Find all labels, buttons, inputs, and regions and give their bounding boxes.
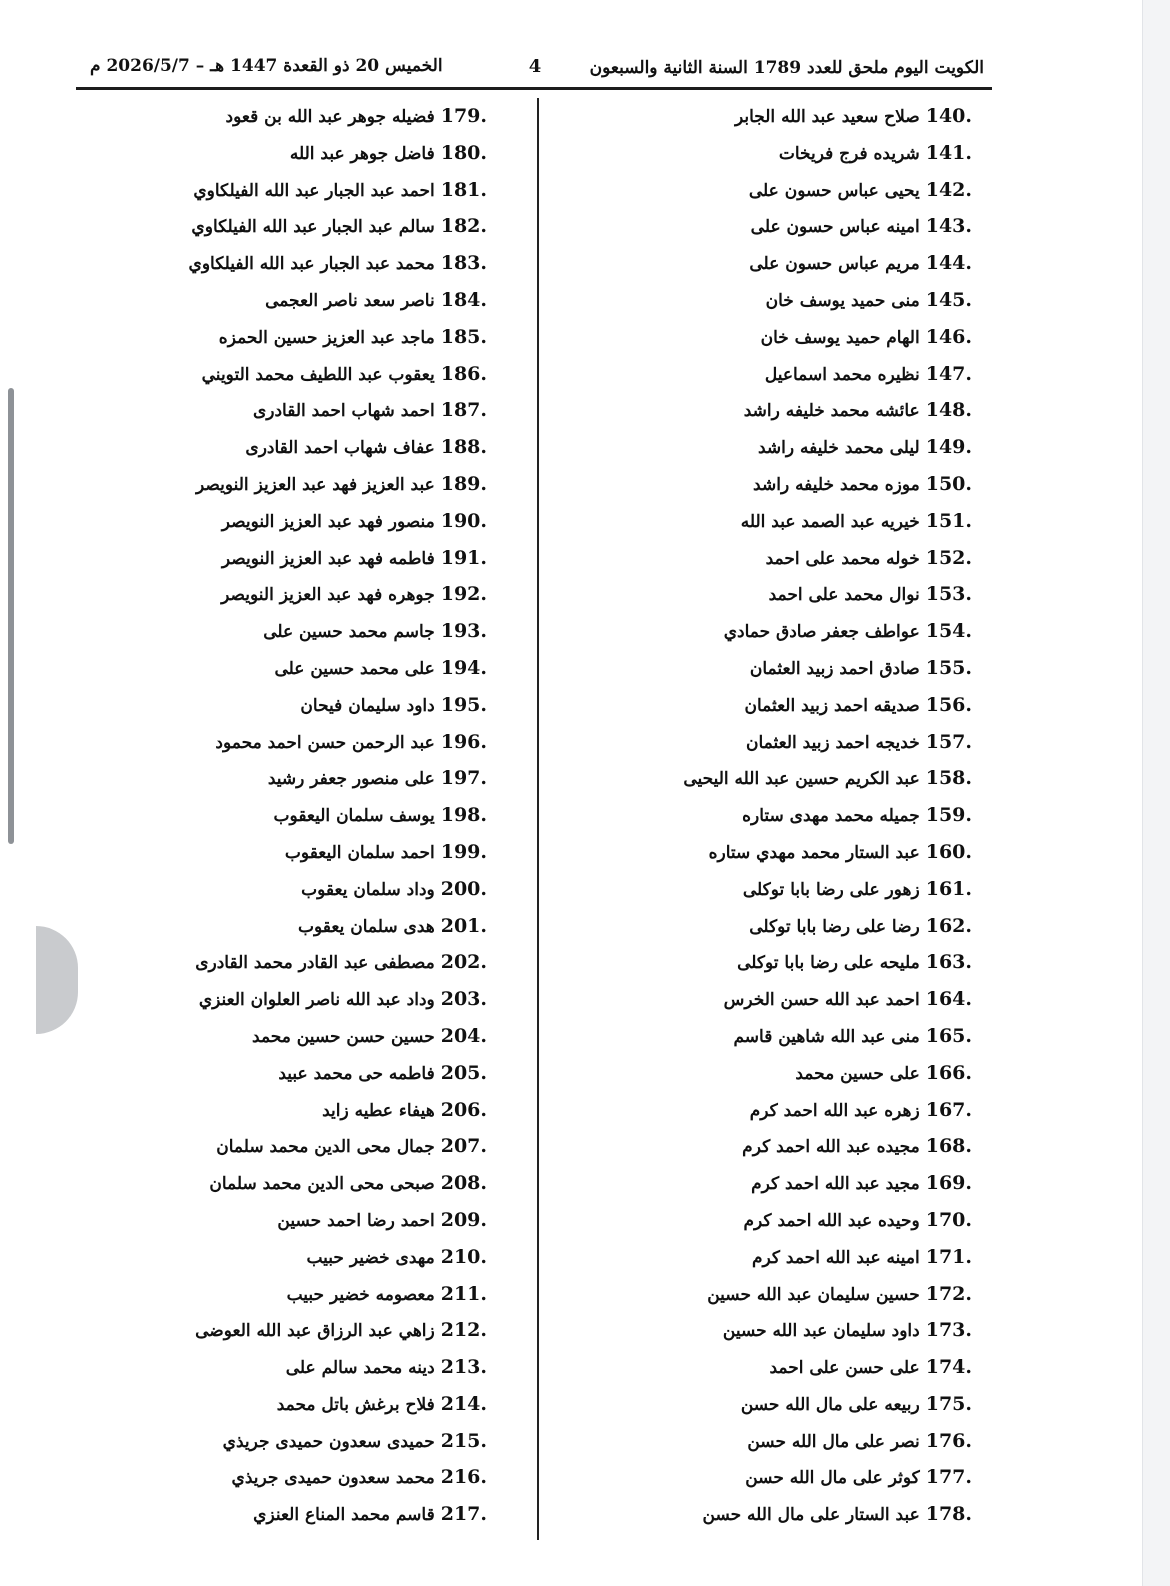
- list-item: [87, 1496, 487, 1533]
- entry-name: شريده فرج فريخات: [778, 143, 920, 164]
- list-item: [582, 1128, 972, 1165]
- list-item: [582, 172, 972, 209]
- entry-name: احمد سلمان اليعقوب: [284, 842, 435, 863]
- entry-name: نظيره محمد اسماعيل: [764, 364, 920, 385]
- entry-number: 214.: [440, 1392, 487, 1415]
- entry-number: 188.: [440, 436, 487, 459]
- entry-name: على محمد حسين على: [274, 658, 435, 679]
- entry-number: 162.: [925, 914, 972, 937]
- entry-name: كوثر على مال الله حسن: [745, 1468, 920, 1489]
- entry-name: عبد العزيز فهد عبد العزيز النويصر: [195, 474, 435, 495]
- entry-name: عبد الرحمن حسن احمد محمود: [215, 732, 435, 753]
- entry-number: 192.: [440, 583, 487, 606]
- entry-number: 157.: [925, 730, 972, 753]
- entry-number: 174.: [925, 1356, 972, 1379]
- entry-name: فضيله جوهر عبد الله بن قعود: [225, 107, 435, 127]
- entry-number: 169.: [925, 1172, 972, 1195]
- entry-name: فاضل جوهر عبد الله: [289, 143, 435, 164]
- list-item: [87, 981, 487, 1018]
- entry-name: عواطف جعفر صادق حمادي: [723, 622, 920, 643]
- entry-name: فاطمه حى محمد عبيد: [278, 1063, 435, 1084]
- entry-name: قاسم محمد المناع العنزي: [253, 1505, 435, 1526]
- entry-name: صادق احمد زبيد العثمان: [749, 658, 920, 679]
- entry-number: 159.: [925, 804, 972, 827]
- list-item: [87, 503, 487, 540]
- entry-number: 150.: [925, 472, 972, 495]
- entry-name: داود سليمان فيحان: [300, 695, 435, 716]
- entry-number: 155.: [925, 656, 972, 679]
- entry-number: 164.: [925, 988, 972, 1011]
- entry-number: 201.: [440, 914, 487, 937]
- list-item: [582, 208, 972, 245]
- entry-name: احمد شهاب احمد القادرى: [252, 401, 435, 422]
- entry-name: ليلى محمد خليفه راشد: [757, 438, 920, 459]
- list-item: [582, 797, 972, 834]
- column-divider: [537, 98, 539, 1540]
- entry-number: 191.: [440, 546, 487, 569]
- names-list-left: [87, 98, 487, 1533]
- list-item: [87, 576, 487, 613]
- entry-name: يحيى عباس حسون على: [748, 180, 920, 201]
- entry-name: موزه محمد خليفه راشد: [753, 474, 920, 495]
- entry-number: 207.: [440, 1135, 487, 1158]
- list-item: [582, 282, 972, 319]
- entry-number: 202.: [440, 951, 487, 974]
- entry-name: فلاح برغش باتل محمد: [276, 1394, 435, 1415]
- list-item: [87, 760, 487, 797]
- entry-name: محمد سعدون حميدى جريذي: [231, 1468, 435, 1489]
- entry-name: عبد الستار محمد مهدي ستاره: [708, 842, 920, 863]
- entry-name: عبد الستار على مال الله حسن: [702, 1505, 920, 1526]
- entry-number: 141.: [925, 141, 972, 164]
- entry-name: الهام حميد يوسف خان: [760, 327, 920, 348]
- entry-number: 211.: [440, 1282, 487, 1305]
- entry-name: نصر على مال الله حسن: [747, 1431, 920, 1452]
- list-item: [87, 135, 487, 172]
- entry-number: 198.: [440, 804, 487, 827]
- entry-name: وداد سلمان يعقوب: [301, 879, 435, 900]
- header-rule: [76, 87, 992, 90]
- entry-name: حميدى سعدون حميدى جريذي: [222, 1431, 435, 1452]
- list-item: [582, 1386, 972, 1423]
- entry-number: 203.: [440, 988, 487, 1011]
- list-item: [582, 1202, 972, 1239]
- list-item: [87, 1092, 487, 1129]
- list-item: [87, 466, 487, 503]
- entry-number: 212.: [440, 1319, 487, 1342]
- entry-name: هيفاء عطيه زايد: [322, 1100, 435, 1121]
- entry-name: منى عبد الله شاهين قاسم: [733, 1026, 920, 1047]
- list-item: [582, 392, 972, 429]
- list-item: [87, 392, 487, 429]
- entry-name: ناصر سعد ناصر العجمى: [265, 290, 435, 311]
- list-item: [87, 98, 487, 135]
- entry-name: احمد عبد الله حسن الخرس: [723, 990, 920, 1011]
- page-header: [76, 50, 992, 90]
- list-item: [582, 871, 972, 908]
- entry-number: 190.: [440, 509, 487, 532]
- list-item: [87, 944, 487, 981]
- entry-name: على حسين محمد: [795, 1063, 920, 1084]
- entry-name: امينه عباس حسون على: [750, 217, 920, 238]
- entry-name: ماجد عبد العزيز حسين الحمزه: [218, 327, 435, 348]
- publication-title: الكويت اليوم ملحق للعدد 1789 السنة الثانية والسبعون: [589, 58, 984, 78]
- list-item: [582, 944, 972, 981]
- list-item: [582, 540, 972, 577]
- entry-number: 175.: [925, 1392, 972, 1415]
- list-item: [582, 356, 972, 393]
- entry-name: صديقه احمد زبيد العثمان: [744, 695, 920, 716]
- list-item: [582, 724, 972, 761]
- entry-number: 173.: [925, 1319, 972, 1342]
- entry-name: احمد عبد الجبار عبد الله الفيلكاوي: [193, 180, 435, 201]
- entry-name: حسين حسن حسين محمد: [252, 1026, 435, 1047]
- entry-number: 170.: [925, 1208, 972, 1231]
- list-item: [87, 1055, 487, 1092]
- entry-name: صلاح سعيد عبد الله الجابر: [734, 107, 920, 127]
- list-item: [87, 172, 487, 209]
- entry-number: 161.: [925, 877, 972, 900]
- entry-number: 154.: [925, 620, 972, 643]
- entry-number: 205.: [440, 1061, 487, 1084]
- list-item: [582, 1349, 972, 1386]
- entry-name: جوهره فهد عبد العزيز النويصر: [221, 585, 435, 606]
- entry-number: 160.: [925, 840, 972, 863]
- entry-number: 166.: [925, 1061, 972, 1084]
- entry-name: مليحه على رضا بابا توكلى: [737, 953, 920, 974]
- names-list-right: [582, 98, 972, 1533]
- entry-number: 187.: [440, 399, 487, 422]
- entry-name: زهره عبد الله احمد كرم: [749, 1100, 920, 1121]
- entry-number: 185.: [440, 325, 487, 348]
- entry-name: جمال محى الدين محمد سلمان: [216, 1137, 435, 1158]
- list-item: [87, 1459, 487, 1496]
- entry-name: مهدى خضير حبيب: [306, 1247, 435, 1268]
- entry-name: جاسم محمد حسين على: [263, 622, 435, 643]
- list-item: [582, 1312, 972, 1349]
- entry-number: 180.: [440, 141, 487, 164]
- viewer-margin: [1142, 0, 1170, 1586]
- list-item: [87, 650, 487, 687]
- entry-name: امينه عبد الله احمد كرم: [752, 1247, 920, 1268]
- list-item: [87, 1276, 487, 1313]
- entry-number: 156.: [925, 693, 972, 716]
- list-item: [87, 429, 487, 466]
- list-item: [582, 908, 972, 945]
- entry-number: 213.: [440, 1356, 487, 1379]
- entry-name: عبد الكريم حسين عبد الله اليحيى: [683, 769, 920, 790]
- list-item: [582, 981, 972, 1018]
- list-item: [87, 1165, 487, 1202]
- entry-number: 146.: [925, 325, 972, 348]
- list-item: [582, 650, 972, 687]
- entry-name: محمد عبد الجبار عبد الله الفيلكاوي: [188, 254, 435, 275]
- list-item: [87, 908, 487, 945]
- page-number: 4: [528, 56, 542, 77]
- entry-number: 143.: [925, 215, 972, 238]
- list-item: [582, 1496, 972, 1533]
- entry-name: رضا على رضا بابا توكلى: [749, 916, 920, 937]
- entry-name: يوسف سلمان اليعقوب: [273, 806, 435, 827]
- list-item: [87, 687, 487, 724]
- list-item: [87, 282, 487, 319]
- list-item: [582, 1092, 972, 1129]
- list-item: [87, 871, 487, 908]
- list-item: [87, 797, 487, 834]
- entry-name: خيريه عبد الصمد عبد الله: [740, 511, 920, 532]
- entry-number: 171.: [925, 1245, 972, 1268]
- entry-name: زاهي عبد الرزاق عبد الله العوضى: [195, 1321, 435, 1342]
- list-item: [87, 208, 487, 245]
- list-item: [582, 466, 972, 503]
- entry-number: 168.: [925, 1135, 972, 1158]
- entry-number: 148.: [925, 399, 972, 422]
- entry-number: 151.: [925, 509, 972, 532]
- entry-name: مجيده عبد الله احمد كرم: [742, 1137, 920, 1158]
- list-item: [582, 245, 972, 282]
- entry-number: 194.: [440, 656, 487, 679]
- list-item: [582, 1055, 972, 1092]
- entry-name: نوال محمد على احمد: [768, 585, 920, 606]
- entry-number: 145.: [925, 288, 972, 311]
- list-item: [87, 834, 487, 871]
- entry-name: جميله محمد مهدى ستاره: [742, 806, 920, 827]
- entry-number: 163.: [925, 951, 972, 974]
- entry-number: 200.: [440, 877, 487, 900]
- entry-name: خديجه احمد زبيد العثمان: [746, 732, 920, 753]
- entry-name: وداد عبد الله ناصر العلوان العنزي: [198, 990, 435, 1011]
- entry-number: 178.: [925, 1503, 972, 1526]
- entry-name: مجيد عبد الله احمد كرم: [751, 1174, 920, 1195]
- entry-number: 186.: [440, 362, 487, 385]
- list-item: [87, 724, 487, 761]
- entry-name: معصومه خضير حبيب: [286, 1284, 435, 1305]
- entry-name: عائشه محمد خليفه راشد: [743, 401, 920, 422]
- page-curl-shadow: [36, 926, 78, 1034]
- entry-number: 181.: [440, 178, 487, 201]
- list-item: [582, 98, 972, 135]
- list-item: [582, 503, 972, 540]
- entry-name: احمد رضا احمد حسين: [277, 1210, 435, 1231]
- list-item: [582, 613, 972, 650]
- entry-number: 165.: [925, 1024, 972, 1047]
- entry-number: 184.: [440, 288, 487, 311]
- entry-number: 199.: [440, 840, 487, 863]
- entry-name: على حسن على احمد: [769, 1358, 920, 1379]
- list-item: [87, 1018, 487, 1055]
- entry-number: 206.: [440, 1098, 487, 1121]
- scrollbar-thumb[interactable]: [8, 388, 14, 844]
- list-item: [87, 1202, 487, 1239]
- list-item: [582, 429, 972, 466]
- entry-number: 142.: [925, 178, 972, 201]
- list-item: [87, 245, 487, 282]
- entry-number: 172.: [925, 1282, 972, 1305]
- entry-name: وحيده عبد الله احمد كرم: [743, 1210, 920, 1231]
- entry-number: 217.: [440, 1503, 487, 1526]
- entry-number: 182.: [440, 215, 487, 238]
- entry-name: مريم عباس حسون على: [749, 254, 920, 275]
- entry-name: عفاف شهاب احمد القادرى: [245, 438, 435, 459]
- entry-number: 179.: [440, 105, 487, 127]
- list-item: [582, 1459, 972, 1496]
- entry-number: 204.: [440, 1024, 487, 1047]
- entry-number: 147.: [925, 362, 972, 385]
- list-item: [582, 1423, 972, 1460]
- list-item: [582, 319, 972, 356]
- entry-number: 215.: [440, 1429, 487, 1452]
- entry-name: خوله محمد على احمد: [765, 548, 920, 569]
- entry-name: داود سليمان عبد الله حسين: [722, 1321, 920, 1342]
- list-item: [582, 1165, 972, 1202]
- list-item: [582, 760, 972, 797]
- entry-number: 176.: [925, 1429, 972, 1452]
- issue-date: الخميس 20 ذو القعدة 1447 هـ – 2026/5/7 م: [90, 56, 443, 76]
- list-item: [87, 1239, 487, 1276]
- list-item: [582, 135, 972, 172]
- entry-number: 189.: [440, 472, 487, 495]
- entry-name: يعقوب عبد اللطيف محمد التويني: [201, 364, 435, 385]
- list-item: [87, 356, 487, 393]
- list-item: [87, 1128, 487, 1165]
- list-item: [87, 319, 487, 356]
- entry-number: 140.: [925, 105, 972, 127]
- list-item: [87, 1423, 487, 1460]
- entry-number: 149.: [925, 436, 972, 459]
- entry-name: فاطمه فهد عبد العزيز النويصر: [221, 548, 435, 569]
- entry-name: هدى سلمان يعقوب: [298, 916, 435, 937]
- entry-number: 193.: [440, 620, 487, 643]
- entry-number: 183.: [440, 252, 487, 275]
- entry-name: صبحى محى الدين محمد سلمان: [209, 1174, 435, 1195]
- entry-name: ربيعه على مال الله حسن: [740, 1394, 920, 1415]
- entry-number: 167.: [925, 1098, 972, 1121]
- list-item: [87, 1312, 487, 1349]
- entry-number: 177.: [925, 1466, 972, 1489]
- entry-number: 216.: [440, 1466, 487, 1489]
- list-item: [87, 1386, 487, 1423]
- entry-name: زهور على رضا بابا توكلى: [742, 879, 920, 900]
- list-item: [582, 1018, 972, 1055]
- entry-number: 196.: [440, 730, 487, 753]
- entry-name: حسين سليمان عبد الله حسين: [707, 1284, 920, 1305]
- entry-number: 144.: [925, 252, 972, 275]
- entry-name: منصور فهد عبد العزيز النويصر: [221, 511, 435, 532]
- list-item: [582, 834, 972, 871]
- entry-name: منى حميد يوسف خان: [765, 290, 920, 311]
- list-item: [582, 576, 972, 613]
- list-item: [87, 613, 487, 650]
- entry-name: مصطفى عبد القادر محمد القادرى: [195, 953, 435, 974]
- list-item: [87, 540, 487, 577]
- entry-number: 210.: [440, 1245, 487, 1268]
- list-item: [582, 687, 972, 724]
- entry-number: 195.: [440, 693, 487, 716]
- entry-number: 153.: [925, 583, 972, 606]
- entry-number: 208.: [440, 1172, 487, 1195]
- list-item: [582, 1239, 972, 1276]
- entry-number: 152.: [925, 546, 972, 569]
- entry-name: دينه محمد سالم على: [285, 1358, 435, 1379]
- entry-name: سالم عبد الجبار عبد الله الفيلكاوي: [191, 217, 435, 238]
- entry-name: على منصور جعفر رشيد: [267, 769, 435, 790]
- entry-number: 209.: [440, 1208, 487, 1231]
- entry-number: 158.: [925, 767, 972, 790]
- entry-number: 197.: [440, 767, 487, 790]
- list-item: [582, 1276, 972, 1313]
- list-item: [87, 1349, 487, 1386]
